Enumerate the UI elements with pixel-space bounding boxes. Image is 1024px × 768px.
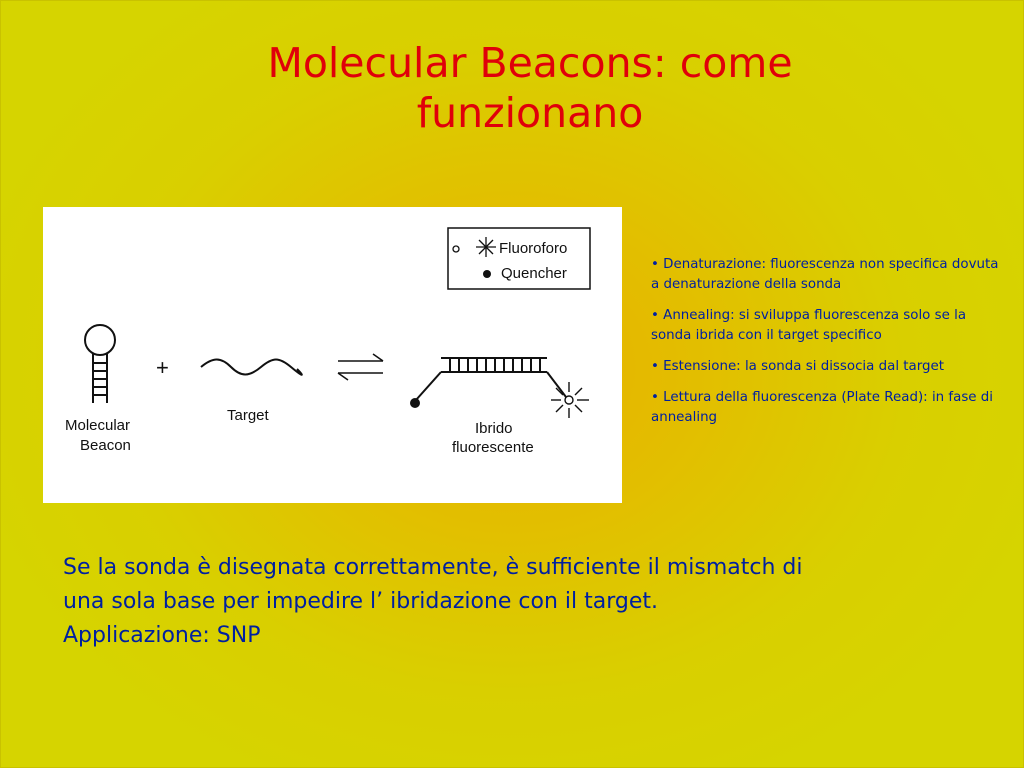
hybrid-quencher-icon [410,398,420,408]
hybrid-label-line1: Ibrido [475,420,513,437]
fluorescence-star-icon [476,237,496,257]
bullet-list [651,255,1003,439]
bullet-plate-read: • Lettura della fluorescenza (Plate Read): in fase di annealing [651,390,994,425]
target-label: Target [227,407,269,424]
plus-sign: + [156,355,169,380]
bullet-annealing: • Annealing: si sviluppa fluorescenza solo se la sonda ibrida con il target specifico [651,308,967,343]
slide-title: Molecular Beacons: come funzionano [267,39,793,137]
molecular-beacon-label-line1: Molecular [65,417,131,434]
bullet-extension: • Estensione: la sonda si dissocia dal target [651,359,945,374]
fluorophore-symbol-icon [453,246,459,252]
footer-line-1: Se la sonda è disegnata correttamente, è sufficiente il mismatch di [63,555,803,580]
hybrid-duplex-icon [416,358,566,400]
footer-text [63,551,983,653]
legend-fluorophore-label: Fluoroforo [499,240,568,257]
legend-quencher-label: Quencher [501,265,567,282]
legend-box [448,228,590,289]
footer-line-2: una sola base per impedire l’ ibridazione con il target. [63,589,659,614]
hybrid-label-line2: fluorescente [452,439,534,456]
diagram-panel [43,207,622,503]
quencher-symbol-icon [483,270,491,278]
hybrid-fluorophore-star-icon [551,382,589,418]
footer-line-3: Applicazione: SNP [63,623,261,648]
molecular-beacon-label-line2: Beacon [80,437,131,454]
molecular-beacon-diagram [43,207,622,503]
target-strand-icon [201,360,302,375]
equilibrium-arrows-icon [338,354,383,380]
molecular-beacon-hairpin-icon [85,325,115,403]
bullet-denaturation: • Denaturazione: fluorescenza non specifica dovuta a denaturazione della sonda [651,257,999,292]
